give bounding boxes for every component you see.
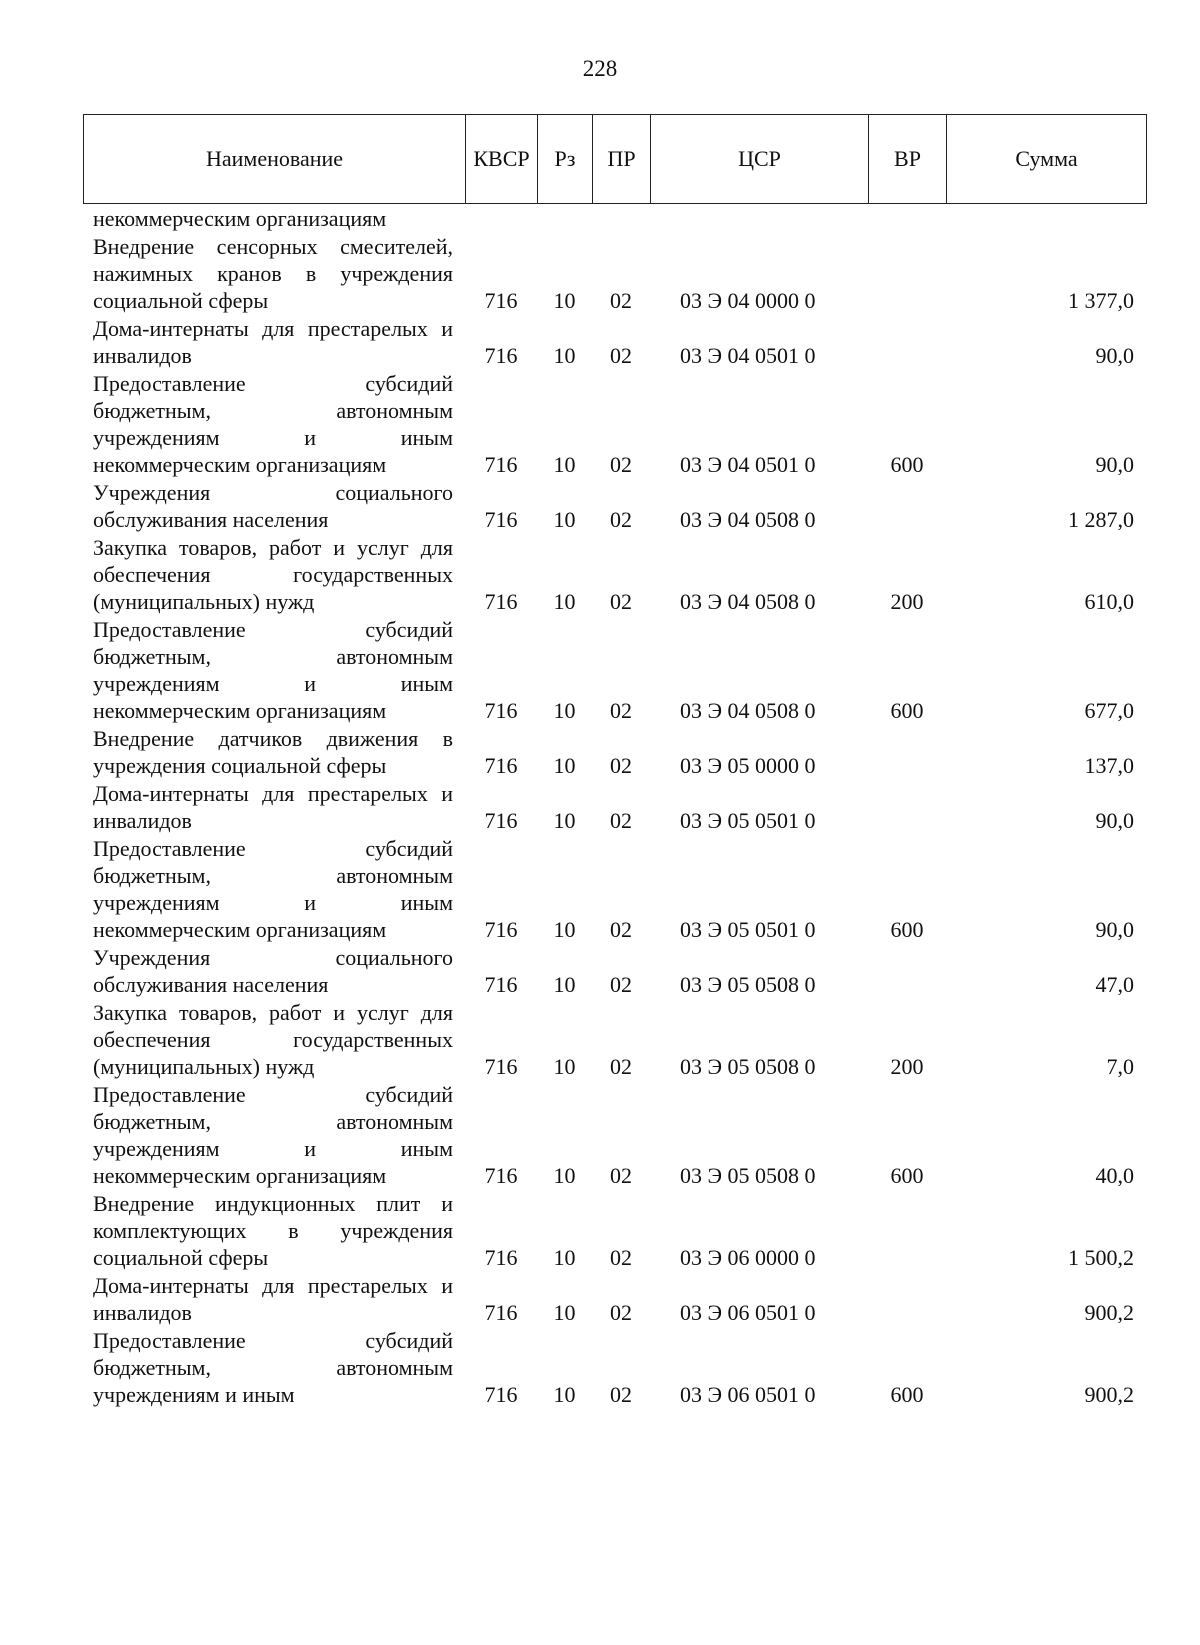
row-pr: 02 [610,808,632,833]
row-name: Предоставление субсидий бюджетным, автономным учреждениям и иным [93,1328,453,1407]
row-pr: 02 [610,1163,632,1188]
table-row [83,534,1146,616]
row-name: Предоставление субсидий бюджетным, автономным учреждениям и иным некоммерческим организациям [93,836,453,942]
row-csr: 03 Э 05 0000 0 [680,753,816,778]
row-name: Дома-интернаты для престарелых и инвалидов [93,1273,453,1325]
row-vr [868,1190,946,1272]
row-kvsr: 716 [484,1382,518,1407]
row-sum: 1 500,2 [1068,1245,1134,1270]
row-kvsr: 716 [484,917,518,942]
row-sum: 137,0 [1084,753,1134,778]
table-row [83,999,1146,1081]
row-vr [868,315,946,370]
table-row [83,370,1146,479]
row-sum: 900,2 [1084,1300,1134,1325]
table-header [83,114,1147,204]
row-rz: 10 [553,288,576,313]
row-kvsr: 716 [484,972,518,997]
row-vr: 600 [890,452,924,477]
row-sum: 90,0 [1095,343,1134,368]
row-name: Внедрение индукционных плит и комплектующих в учреждения социальной сферы [93,1191,453,1270]
row-kvsr: 716 [484,507,518,532]
row-csr: 03 Э 05 0501 0 [680,808,816,833]
header-sum: Сумма [947,115,1147,204]
row-vr: 600 [890,1163,924,1188]
row-csr: 03 Э 04 0508 0 [680,698,816,723]
row-name: Закупка товаров, работ и услуг для обеспечения государственных (муниципальных) нужд [93,1000,453,1079]
row-pr: 02 [610,343,632,368]
row-name: Предоставление субсидий бюджетным, автономным учреждениям и иным некоммерческим организациям [93,371,453,477]
table-row [83,835,1146,944]
header-rz: Рз [538,115,593,204]
table-row [83,233,1146,315]
row-csr: 03 Э 04 0508 0 [680,589,816,614]
row-sum: 610,0 [1084,589,1134,614]
row-rz: 10 [553,917,576,942]
row-rz: 10 [553,1300,576,1325]
header-vr: ВР [869,115,947,204]
row-csr: 03 Э 04 0501 0 [680,343,816,368]
table-row [83,1327,1146,1409]
row-pr: 02 [610,917,632,942]
row-sum: 900,2 [1084,1382,1134,1407]
row-kvsr: 716 [484,1300,518,1325]
header-csr: ЦСР [651,115,869,204]
row-rz: 10 [553,589,576,614]
row-rz: 10 [553,507,576,532]
table-row [83,1081,1146,1190]
row-kvsr: 716 [484,698,518,723]
header-kvsr: КВСР [466,115,538,204]
table-row [83,725,1146,780]
row-pr: 02 [610,972,632,997]
table-row [83,944,1146,999]
row-pr: 02 [610,589,632,614]
row-vr [868,479,946,534]
row-pr: 02 [610,698,632,723]
row-rz: 10 [553,452,576,477]
row-pr: 02 [610,1245,632,1270]
row-pr: 02 [610,507,632,532]
row-csr: 03 Э 05 0508 0 [680,972,816,997]
row-csr: 03 Э 04 0501 0 [680,452,816,477]
row-vr [868,725,946,780]
row-sum: 1 287,0 [1068,507,1134,532]
row-kvsr: 716 [484,452,518,477]
row-sum: 90,0 [1095,452,1134,477]
row-sum: 1 377,0 [1068,288,1134,313]
row-rz: 10 [553,343,576,368]
row-name: Учреждения социального обслуживания населения [93,480,453,532]
row-kvsr: 716 [484,1163,518,1188]
row-name: Внедрение сенсорных смесителей, нажимных кранов в учреждения социальной сферы [93,234,453,313]
page-number: 228 [582,56,618,81]
row-kvsr: 716 [484,1245,518,1270]
table-row [83,315,1146,370]
row-name: Внедрение датчиков движения в учреждения социальной сферы [93,726,453,778]
row-pr: 02 [610,452,632,477]
row-pr: 02 [610,753,632,778]
row-kvsr: 716 [484,343,518,368]
continuation-row [83,205,1146,233]
row-rz: 10 [553,808,576,833]
table-row [83,780,1146,835]
row-pr: 02 [610,1054,632,1079]
row-sum: 90,0 [1095,917,1134,942]
continuation-text: некоммерческим организациям [93,206,387,231]
row-pr: 02 [610,1382,632,1407]
table-row [83,1190,1146,1272]
row-rz: 10 [553,1054,576,1079]
row-vr: 200 [890,1054,924,1079]
row-csr: 03 Э 04 0000 0 [680,288,816,313]
row-sum: 47,0 [1095,972,1134,997]
row-kvsr: 716 [484,589,518,614]
row-rz: 10 [553,753,576,778]
row-vr [868,1272,946,1327]
row-kvsr: 716 [484,1054,518,1079]
row-csr: 03 Э 05 0501 0 [680,917,816,942]
row-sum: 7,0 [1106,1054,1134,1079]
header-pr: ПР [593,115,651,204]
row-kvsr: 716 [484,808,518,833]
row-csr: 03 Э 04 0508 0 [680,507,816,532]
row-csr: 03 Э 05 0508 0 [680,1054,816,1079]
row-name: Учреждения социального обслуживания населения [93,945,453,997]
row-rz: 10 [553,1163,576,1188]
row-name: Предоставление субсидий бюджетным, автономным учреждениям и иным некоммерческим организациям [93,1082,453,1188]
row-rz: 10 [553,1382,576,1407]
row-name: Дома-интернаты для престарелых и инвалидов [93,781,453,833]
row-vr [868,944,946,999]
table-row [83,1272,1146,1327]
row-pr: 02 [610,1300,632,1325]
row-vr [868,233,946,315]
row-pr: 02 [610,288,632,313]
row-rz: 10 [553,972,576,997]
budget-table-body [83,205,1146,1409]
row-rz: 10 [553,698,576,723]
row-csr: 03 Э 06 0000 0 [680,1245,816,1270]
row-sum: 677,0 [1084,698,1134,723]
row-sum: 40,0 [1095,1163,1134,1188]
row-name: Предоставление субсидий бюджетным, автономным учреждениям и иным некоммерческим организациям [93,617,453,723]
row-name: Закупка товаров, работ и услуг для обеспечения государственных (муниципальных) нужд [93,535,453,614]
header-name: Наименование [84,115,466,204]
table-row [83,479,1146,534]
row-csr: 03 Э 06 0501 0 [680,1382,816,1407]
row-csr: 03 Э 06 0501 0 [680,1300,816,1325]
row-vr: 600 [890,1382,924,1407]
row-name: Дома-интернаты для престарелых и инвалидов [93,316,453,368]
row-vr [868,780,946,835]
row-kvsr: 716 [484,288,518,313]
row-rz: 10 [553,1245,576,1270]
row-vr: 600 [890,917,924,942]
row-sum: 90,0 [1095,808,1134,833]
row-vr: 200 [890,589,924,614]
row-vr: 600 [890,698,924,723]
table-row [83,616,1146,725]
row-csr: 03 Э 05 0508 0 [680,1163,816,1188]
row-kvsr: 716 [484,753,518,778]
